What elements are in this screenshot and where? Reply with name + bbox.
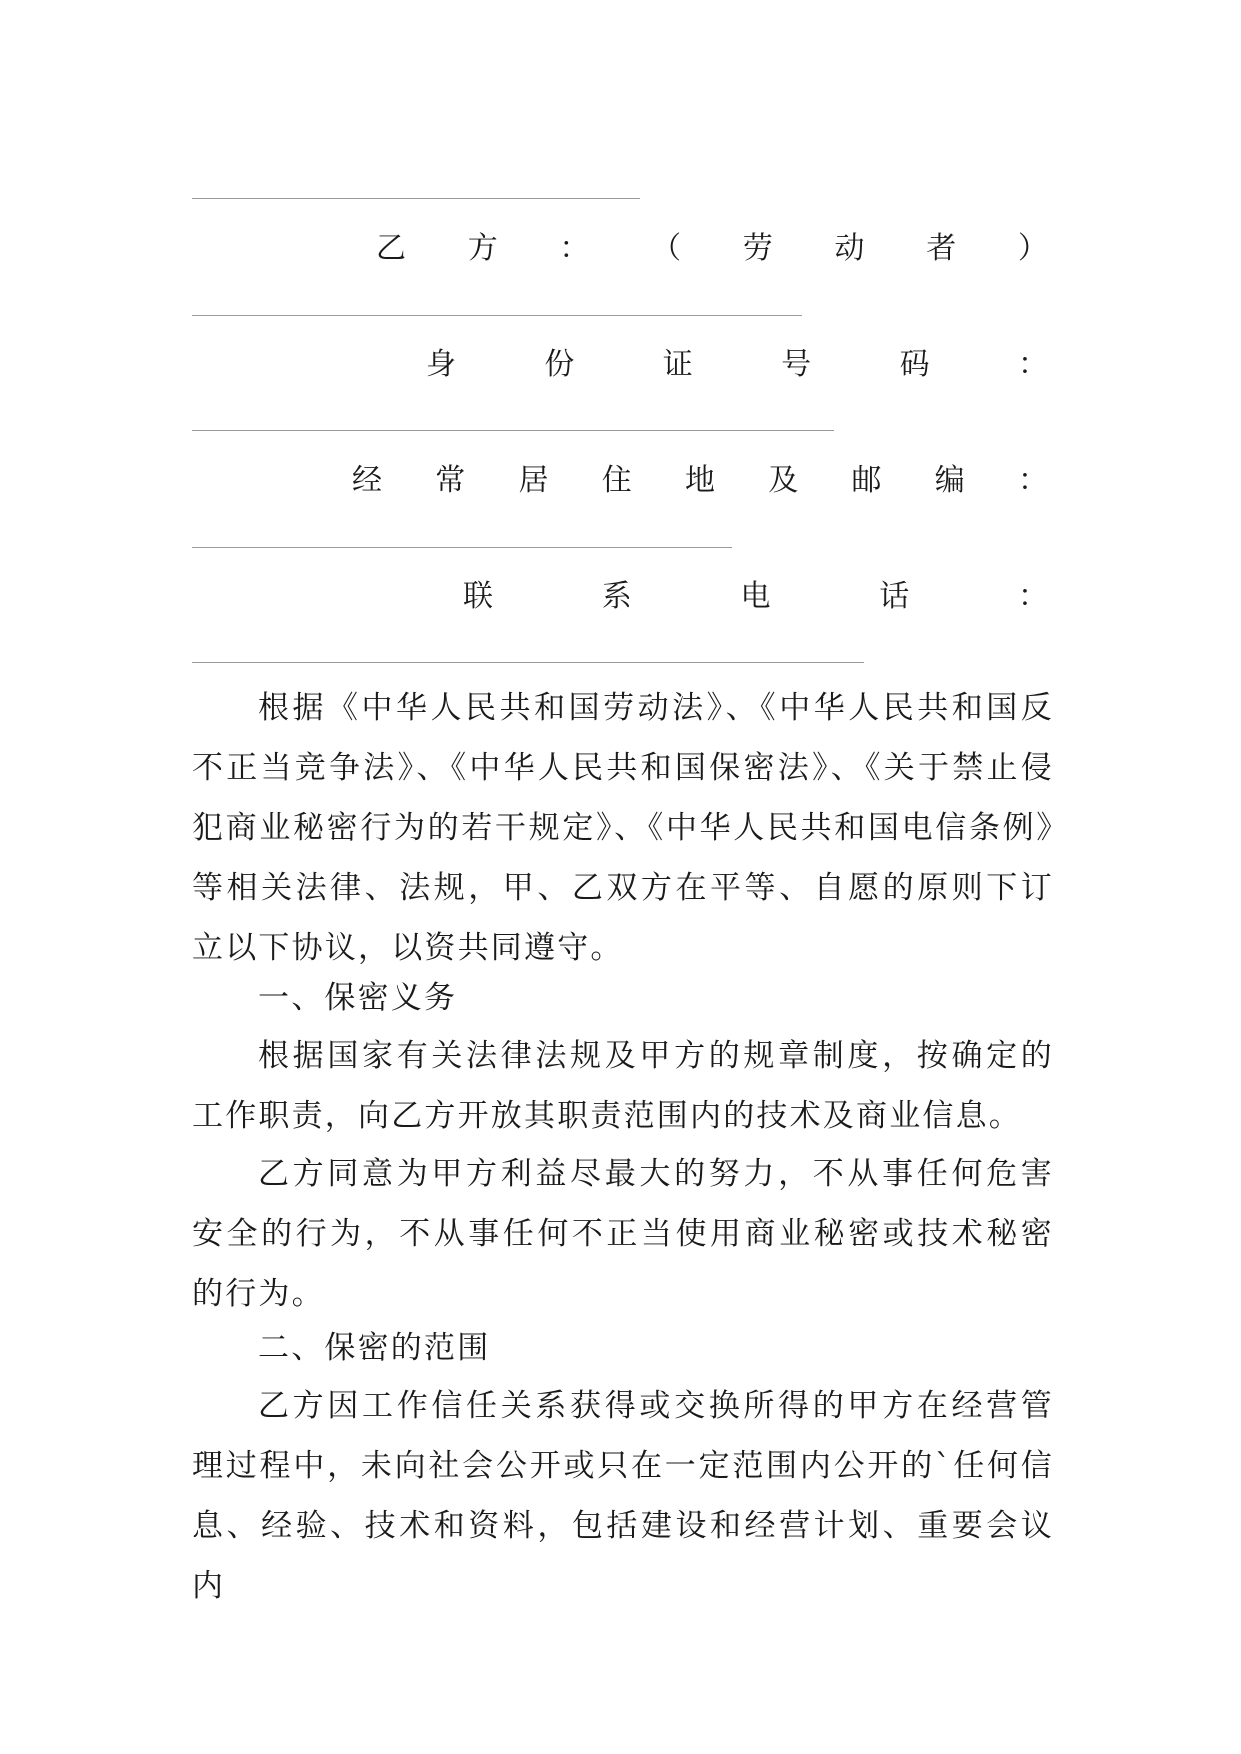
label-char: 劳 <box>742 231 773 266</box>
label-char: 邮 <box>851 463 882 498</box>
section-1-paragraph-1: 根据国家有关法律法规及甲方的规章制度，按确定的工作职责，向乙方开放其职责范围内的技术及商业信息。 <box>192 1038 1054 1134</box>
label-char: 方 <box>467 231 498 266</box>
label-char: 居 <box>518 463 549 498</box>
label-char: 编 <box>934 463 965 498</box>
residence-label <box>352 452 1048 502</box>
section-2-paragraph-1: 乙方因工作信任关系获得或交换所得的甲方在经营管理过程中，未向社会公开或只在一定范围内公开的`任何信息、经验、技术和资料，包括建设和经营计划、重要会议内 <box>192 1388 1054 1604</box>
label-char: 住 <box>601 463 632 498</box>
label-char: ： <box>559 231 590 266</box>
section-1-heading: 一、保密义务 <box>258 980 458 1016</box>
phone-label <box>463 568 1048 618</box>
label-char: ： <box>1018 463 1048 498</box>
fill-line <box>192 662 864 663</box>
label-char: 及 <box>768 463 799 498</box>
label-char: ： <box>1017 347 1048 382</box>
label-char: （ <box>651 231 682 266</box>
label-char: 乙 <box>376 231 406 266</box>
label-char: 地 <box>685 463 715 498</box>
label-char: 话 <box>879 579 910 614</box>
label-char: 经 <box>352 463 382 498</box>
fill-line <box>192 315 802 316</box>
label-char: 电 <box>740 579 771 614</box>
label-char: 动 <box>834 231 865 266</box>
label-char: 号 <box>781 347 812 382</box>
label-char: 码 <box>899 347 930 382</box>
fill-line <box>192 198 640 199</box>
id-number-label <box>426 336 1048 386</box>
label-char: 身 <box>426 347 456 382</box>
fill-line <box>192 430 834 431</box>
fill-line <box>192 547 732 548</box>
label-char: ） <box>1017 231 1048 266</box>
section-2-heading: 二、保密的范围 <box>258 1330 491 1366</box>
party-b-label <box>376 220 1048 270</box>
label-char: 常 <box>435 463 466 498</box>
label-char: 联 <box>463 579 493 614</box>
intro-paragraph: 根据《中华人民共和国劳动法》、《中华人民共和国反不正当竞争法》、《中华人民共和国保密法》、《关于禁止侵犯商业秘密行为的若干规定》、《中华人民共和国电信条例》等相关法律、法规，甲、乙双方在平等、自愿的原则下订立以下协议，以资共同遵守。 <box>192 690 1054 966</box>
label-char: 证 <box>662 347 693 382</box>
section-1-paragraph-2: 乙方同意为甲方利益尽最大的努力，不从事任何危害安全的行为，不从事任何不正当使用商业秘密或技术秘密的行为。 <box>192 1156 1054 1312</box>
label-char: ： <box>1018 579 1048 614</box>
label-char: 系 <box>601 579 632 614</box>
label-char: 份 <box>544 347 575 382</box>
label-char: 者 <box>926 231 957 266</box>
